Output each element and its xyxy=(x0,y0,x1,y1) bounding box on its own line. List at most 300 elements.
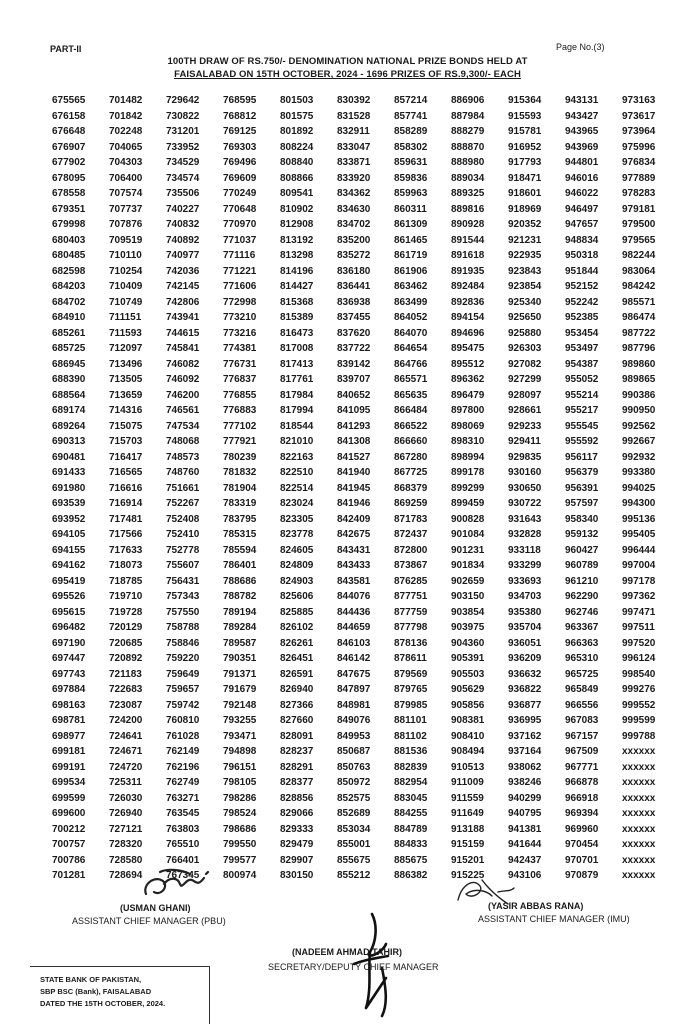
bond-number-cell: 757343 xyxy=(166,591,200,602)
bond-number-cell: 936632 xyxy=(508,668,542,680)
bond-number-cell: 697190 xyxy=(52,637,86,649)
bond-number-cell: 892836 xyxy=(451,296,485,308)
bond-number-cell: 710254 xyxy=(109,265,143,277)
bond-number-cell: 960427 xyxy=(565,544,599,556)
bond-number-cell: 955214 xyxy=(565,389,599,401)
bond-number-cell: 913188 xyxy=(451,823,485,835)
bond-number-cell: 987796 xyxy=(622,343,656,354)
bond-number-cell: 929835 xyxy=(508,451,542,463)
bond-number-cell: 996444 xyxy=(622,544,656,556)
bond-number-cell: 743941 xyxy=(166,312,200,323)
draw-title-line-2 xyxy=(0,69,695,80)
bond-number-cell: 701482 xyxy=(109,95,143,106)
bond-number-cell: 727121 xyxy=(109,823,143,835)
bond-number-cell: 839707 xyxy=(337,374,371,385)
bond-number-cell: 983064 xyxy=(622,265,656,277)
bond-number-cell: 725311 xyxy=(109,777,142,788)
bond-number-cell: 877751 xyxy=(394,591,428,602)
bond-number-cell: 831528 xyxy=(337,110,371,122)
bond-number-cell: 768595 xyxy=(223,95,257,106)
bond-number-cell: 839142 xyxy=(337,358,371,370)
bond-number-cell: 826940 xyxy=(280,684,314,695)
bond-number-cell: 953497 xyxy=(565,343,599,354)
bond-number-cell: 953454 xyxy=(565,327,599,339)
bond-number-cell: 769303 xyxy=(223,141,257,153)
bond-number-cell: 842675 xyxy=(337,529,371,540)
bond-number-cell: 936051 xyxy=(508,637,542,649)
bond-number-cell: 829066 xyxy=(280,808,314,819)
bond-number-cell: 858289 xyxy=(394,126,428,137)
bond-number-cell: 800974 xyxy=(223,870,257,881)
bond-number-cell: 985571 xyxy=(622,296,656,308)
bond-number-cell: 813298 xyxy=(280,250,314,261)
bond-number-cell: 761028 xyxy=(166,730,200,742)
bond-number-cell: 999276 xyxy=(622,684,656,695)
bond-number-cell: 999552 xyxy=(622,699,656,711)
bond-number-cell: 833047 xyxy=(337,141,371,153)
bond-number-cell: 863462 xyxy=(394,281,428,292)
bond-number-cell: 699181 xyxy=(52,746,86,757)
bond-number-cell: 925880 xyxy=(508,327,542,339)
bond-number-cell: 868379 xyxy=(394,482,428,494)
bond-number-cell: 781832 xyxy=(223,467,257,478)
bond-number-cell: 696482 xyxy=(52,622,86,633)
bond-number-cell: 997178 xyxy=(622,575,656,587)
bond-number-cell: 783319 xyxy=(223,498,257,509)
bond-number-cell: 828377 xyxy=(280,777,314,788)
bond-number-cell: 841946 xyxy=(337,498,371,509)
bond-number-cell: 693539 xyxy=(52,498,86,509)
bond-number-cell: 950318 xyxy=(565,250,599,261)
bond-number-cell: 676648 xyxy=(52,126,86,137)
bond-number-cell: 876285 xyxy=(394,575,428,587)
bond-number-cell: 872437 xyxy=(394,529,428,540)
bond-number-cell: 956379 xyxy=(565,467,599,478)
bond-number-cell: 978283 xyxy=(622,188,656,199)
bond-number-cell: 915159 xyxy=(451,839,485,850)
bond-number-cell: 898069 xyxy=(451,420,485,432)
footer-line-1: STATE BANK OF PAKISTAN, xyxy=(40,975,142,984)
bond-number-cell: 855212 xyxy=(337,870,371,881)
bond-number-cell: 686945 xyxy=(52,358,86,370)
bond-number-cell: 989860 xyxy=(622,358,656,370)
bond-number-cell: xxxxxx xyxy=(622,761,656,773)
bond-number-cell: 888279 xyxy=(451,126,485,137)
bond-number-cell: 920352 xyxy=(508,219,542,230)
bond-number-cell: 957597 xyxy=(565,498,599,509)
bond-number-cell: 698163 xyxy=(52,699,86,711)
bond-number-cell: 680485 xyxy=(52,250,86,261)
bond-number-cell: 881536 xyxy=(394,746,428,757)
bond-number-cell: 996124 xyxy=(622,653,656,664)
bond-number-cell: 760810 xyxy=(166,715,200,726)
bond-number-cell: 781904 xyxy=(223,482,257,494)
bond-number-cell: 990950 xyxy=(622,405,656,416)
bond-number-cell: 822510 xyxy=(280,467,314,478)
bond-number-cell: 840652 xyxy=(337,389,371,401)
bond-number-cell: 989865 xyxy=(622,374,656,385)
bond-number-cell: 835200 xyxy=(337,234,371,246)
bond-number-cell: 694155 xyxy=(52,544,86,556)
bond-number-cell: 963367 xyxy=(565,622,599,633)
bond-number-cell: 716417 xyxy=(109,451,143,463)
bond-number-cell: 878136 xyxy=(394,637,428,649)
bond-number-cell: 717566 xyxy=(109,529,143,540)
bond-number-cell: 716565 xyxy=(109,467,143,478)
bond-number-cell: 852689 xyxy=(337,808,371,819)
bond-number-cell: 746092 xyxy=(166,374,200,385)
bond-number-cell: 937164 xyxy=(508,746,542,757)
bond-number-cell: 742806 xyxy=(166,296,200,308)
bond-number-cell: 984242 xyxy=(622,281,656,292)
bond-number-cell: 992932 xyxy=(622,451,656,463)
bond-number-cell: 847897 xyxy=(337,684,371,695)
bond-number-cell: 728320 xyxy=(109,839,143,850)
bond-number-cell: 849076 xyxy=(337,715,371,726)
bond-number-cell: 867280 xyxy=(394,451,428,463)
bond-number-cell: 685261 xyxy=(52,327,86,339)
bond-number-cell: 745841 xyxy=(166,343,200,354)
bond-number-cell: 808840 xyxy=(280,157,314,168)
bond-number-cell: 915225 xyxy=(451,870,485,881)
bond-number-cell: 901231 xyxy=(451,544,485,556)
bond-number-cell: 952242 xyxy=(565,296,599,308)
bond-number-cell: 815368 xyxy=(280,296,314,308)
bond-number-cell: 940299 xyxy=(508,792,542,804)
bond-number-cell: 748068 xyxy=(166,436,200,447)
bond-number-cell: 719728 xyxy=(109,606,143,618)
bond-number-cell: 865635 xyxy=(394,389,428,401)
bond-number-cell: 936995 xyxy=(508,715,542,726)
bond-number-cell: 995136 xyxy=(622,513,656,525)
bond-number-cell: 918969 xyxy=(508,203,542,215)
bond-number-cell: 765510 xyxy=(166,839,200,850)
bond-number-cell: 769609 xyxy=(223,172,257,184)
bond-number-cell: 770648 xyxy=(223,203,257,215)
bond-number-cell: 716914 xyxy=(109,498,143,509)
footer-line-3: DATED THE 15TH OCTOBER, 2024. xyxy=(40,999,166,1008)
bond-number-cell: 894154 xyxy=(451,312,485,323)
bond-number-cell: 699534 xyxy=(52,777,86,788)
bond-number-cell: 835272 xyxy=(337,250,371,261)
bond-number-cell: 822514 xyxy=(280,482,314,494)
bond-number-cell: 928097 xyxy=(508,389,542,401)
bond-number-cell: 936822 xyxy=(508,684,542,695)
bond-number-cell: 826591 xyxy=(280,668,314,680)
bond-number-cell: 861465 xyxy=(394,234,428,246)
bond-number-cell: 841308 xyxy=(337,436,371,447)
bond-number-cell: 823305 xyxy=(280,513,314,525)
signatory-right-name: (YASIR ABBAS RANA) xyxy=(488,901,584,911)
bond-number-cell: 891544 xyxy=(451,234,485,246)
bond-number-cell: 823024 xyxy=(280,498,314,509)
bond-number-cell: 947657 xyxy=(565,219,599,230)
bond-number-cell: 998540 xyxy=(622,668,656,680)
bond-number-cell: 967157 xyxy=(565,730,599,742)
bond-number-cell: 717481 xyxy=(109,513,143,525)
bond-number-cell: 899459 xyxy=(451,498,485,509)
bond-number-cell: 965849 xyxy=(565,684,599,695)
bond-number-cell: 970701 xyxy=(565,854,599,866)
bond-number-cell: 759649 xyxy=(166,668,200,680)
bond-number-cell: 827660 xyxy=(280,715,314,726)
bond-number-cell: 859836 xyxy=(394,172,428,184)
bond-number-cell: 679351 xyxy=(52,203,86,215)
bond-number-cell: 771037 xyxy=(223,234,257,246)
bond-number-cell: 740227 xyxy=(166,203,200,215)
bond-number-cell: 992667 xyxy=(622,436,656,447)
bond-number-cell: 699191 xyxy=(52,761,86,773)
bond-number-cell: 841945 xyxy=(337,482,371,494)
bond-number-cell: 698977 xyxy=(52,730,86,742)
bond-number-cell: 999788 xyxy=(622,730,656,742)
bond-number-cell: 915201 xyxy=(451,854,485,866)
bond-number-cell: xxxxxx xyxy=(622,746,656,757)
bond-number-cell: 790351 xyxy=(223,653,257,664)
bond-number-cell: 717633 xyxy=(109,544,143,556)
bond-number-cell: 767345 xyxy=(166,870,200,881)
bond-number-cell: 898994 xyxy=(451,451,485,463)
bond-number-cell: 809541 xyxy=(280,188,314,199)
bond-number-cell: 763545 xyxy=(166,808,200,819)
bond-number-cell: 848981 xyxy=(337,699,371,711)
bond-number-cell: 834630 xyxy=(337,203,371,215)
bond-number-cell: 857741 xyxy=(394,110,428,122)
bond-number-cell: 814196 xyxy=(280,265,314,277)
bond-number-cell: 841527 xyxy=(337,451,371,463)
bond-number-cell: 993380 xyxy=(622,467,656,478)
bond-number-cell: 969960 xyxy=(565,823,599,835)
bond-number-cell: 684910 xyxy=(52,312,86,323)
bond-number-cell: 691433 xyxy=(52,467,86,478)
bond-number-cell: 944801 xyxy=(565,157,599,168)
bond-number-cell: 740892 xyxy=(166,234,200,246)
bond-number-cell: 884789 xyxy=(394,823,428,835)
bond-number-cell: 689174 xyxy=(52,405,86,416)
bond-number-cell: 946497 xyxy=(565,203,599,215)
bond-number-cell: 911649 xyxy=(451,808,484,819)
bond-number-cell: 846103 xyxy=(337,637,371,649)
bond-number-cell: 710110 xyxy=(109,250,142,261)
bond-number-cell: 817008 xyxy=(280,343,314,354)
bond-number-cell: 937162 xyxy=(508,730,542,742)
issuing-office-block xyxy=(40,974,165,1010)
bond-number-cell: 715075 xyxy=(109,420,143,432)
bond-number-cell: 867725 xyxy=(394,467,428,478)
bond-number-cell: 698781 xyxy=(52,715,86,726)
bond-number-cell: 752408 xyxy=(166,513,200,525)
bond-number-cell: 908410 xyxy=(451,730,485,742)
bond-number-cell: 852575 xyxy=(337,792,371,804)
bond-number-cell: 987722 xyxy=(622,327,656,339)
bond-number-cell: 836180 xyxy=(337,265,371,277)
bond-number-cell: 695615 xyxy=(52,606,86,618)
bond-number-cell: 889034 xyxy=(451,172,485,184)
bond-number-cell: 794898 xyxy=(223,746,257,757)
bond-number-cell: 850687 xyxy=(337,746,371,757)
bond-number-cell: 962290 xyxy=(565,591,599,602)
bond-number-cell: 773216 xyxy=(223,327,257,339)
bond-number-cell: 833920 xyxy=(337,172,371,184)
bond-number-cell: 896479 xyxy=(451,389,485,401)
bond-number-cell: 966363 xyxy=(565,637,599,649)
bond-number-cell: 808866 xyxy=(280,172,314,184)
bond-number-cell: 997004 xyxy=(622,560,656,571)
signatory-center-title: SECRETARY/DEPUTY CHIEF MANAGER xyxy=(268,962,439,972)
bond-number-cell: 842409 xyxy=(337,513,371,525)
bond-number-cell: 693952 xyxy=(52,513,86,525)
bond-number-cell: 859963 xyxy=(394,188,428,199)
bond-number-cell: 930722 xyxy=(508,498,542,509)
bond-number-cell: 990386 xyxy=(622,389,656,401)
bond-number-cell: 961210 xyxy=(565,575,599,587)
bond-number-cell: 707737 xyxy=(109,203,143,215)
bond-number-cell: 969394 xyxy=(565,808,599,819)
bond-number-cell: 822163 xyxy=(280,451,314,463)
bond-number-cell: 885675 xyxy=(394,854,428,866)
bond-number-cell: 927299 xyxy=(508,374,542,385)
bond-number-cell: 766401 xyxy=(166,854,200,866)
prize-bond-number-grid xyxy=(52,93,695,884)
bond-number-cell: 898310 xyxy=(451,436,485,447)
bond-number-cell: 940795 xyxy=(508,808,542,819)
bond-number-cell: 742036 xyxy=(166,265,200,277)
page-number: Page No.(3) xyxy=(556,42,605,52)
bond-number-cell: 954387 xyxy=(565,358,599,370)
bond-number-cell: 688564 xyxy=(52,389,86,401)
bond-number-cell: 758846 xyxy=(166,637,200,649)
bond-number-cell: 816473 xyxy=(280,327,314,339)
bond-number-cell: 894696 xyxy=(451,327,485,339)
bond-number-cell: 955217 xyxy=(565,405,599,416)
bond-number-cell: 833871 xyxy=(337,157,371,168)
bond-number-cell: 956117 xyxy=(565,451,598,463)
bond-number-cell: 789194 xyxy=(223,606,257,618)
bond-number-cell: 967771 xyxy=(565,761,599,773)
bond-number-cell: 948834 xyxy=(565,234,599,246)
footer-line-2: SBP BSC (Bank), FAISALABAD xyxy=(40,987,152,996)
bond-number-cell: 715703 xyxy=(109,436,143,447)
bond-number-cell: 986474 xyxy=(622,312,656,323)
bond-number-cell: 958340 xyxy=(565,513,599,525)
bond-number-cell: 994025 xyxy=(622,482,656,494)
bond-number-cell: 837620 xyxy=(337,327,371,339)
bond-number-cell: 801892 xyxy=(280,126,314,137)
bond-number-cell: 777102 xyxy=(223,420,257,432)
bond-number-cell: 941381 xyxy=(508,823,542,835)
bond-number-cell: 817761 xyxy=(280,374,314,385)
bond-number-cell: 796151 xyxy=(223,761,257,773)
bond-number-cell: 678558 xyxy=(52,188,86,199)
bond-number-cell: 997520 xyxy=(622,637,656,649)
bond-number-cell: 864052 xyxy=(394,312,428,323)
bond-number-cell: 829907 xyxy=(280,854,314,866)
bond-number-cell: 823778 xyxy=(280,529,314,540)
bond-number-cell: 977889 xyxy=(622,172,656,184)
bond-number-cell: 915781 xyxy=(508,126,542,137)
bond-number-cell: 713505 xyxy=(109,374,143,385)
bond-number-cell: 941644 xyxy=(508,839,542,850)
bond-number-cell: 684203 xyxy=(52,281,86,292)
bond-number-cell: 720892 xyxy=(109,653,143,664)
bond-number-cell: 866522 xyxy=(394,420,428,432)
bond-number-cell: 925650 xyxy=(508,312,542,323)
bond-number-cell: 688390 xyxy=(52,374,86,385)
bond-number-cell: 733952 xyxy=(166,141,200,153)
bond-number-cell: 859631 xyxy=(394,157,428,168)
bond-number-cell: 828291 xyxy=(280,761,314,773)
bond-number-cell: 943106 xyxy=(508,870,542,881)
bond-number-cell: 824809 xyxy=(280,560,314,571)
bond-number-cell: 704303 xyxy=(109,157,143,168)
bond-number-cell: 952385 xyxy=(565,312,599,323)
bond-number-cell: xxxxxx xyxy=(622,823,656,835)
bond-number-cell: 734574 xyxy=(166,172,200,184)
bond-number-cell: 768812 xyxy=(223,110,257,122)
bond-number-cell: 697447 xyxy=(52,653,86,664)
bond-number-cell: 824903 xyxy=(280,575,314,587)
bond-number-cell: 889816 xyxy=(451,203,485,215)
bond-number-cell: 771221 xyxy=(223,265,257,277)
bond-number-cell: 935704 xyxy=(508,622,542,633)
bond-number-cell: 855001 xyxy=(337,839,371,850)
bond-number-cell: 830150 xyxy=(280,870,314,881)
bond-number-cell: 746200 xyxy=(166,389,200,401)
bond-number-cell: xxxxxx xyxy=(622,777,656,788)
bond-number-cell: 903854 xyxy=(451,606,485,618)
bond-number-cell: 887984 xyxy=(451,110,485,122)
bond-number-cell: 843433 xyxy=(337,560,371,571)
bond-number-cell: 770970 xyxy=(223,219,257,230)
bond-number-cell: 813192 xyxy=(280,234,314,246)
bond-number-cell: 684702 xyxy=(52,296,86,308)
bond-number-cell: 997362 xyxy=(622,591,656,602)
bond-number-cell: 922935 xyxy=(508,250,542,261)
bond-number-cell: 728580 xyxy=(109,854,143,866)
bond-number-cell: 798524 xyxy=(223,808,257,819)
bond-number-cell: 905391 xyxy=(451,653,485,664)
bond-number-cell: 826261 xyxy=(280,637,314,649)
bond-number-cell: 771116 xyxy=(223,250,256,261)
bond-number-cell: 973964 xyxy=(622,126,656,137)
bond-number-cell: 769496 xyxy=(223,157,257,168)
bond-number-cell: 861906 xyxy=(394,265,428,277)
bond-number-cell: 690313 xyxy=(52,436,86,447)
bond-number-cell: 762149 xyxy=(166,746,200,757)
bond-number-cell: 676907 xyxy=(52,141,86,153)
bond-number-cell: 801503 xyxy=(280,95,314,106)
signatory-right-title: ASSISTANT CHIEF MANAGER (IMU) xyxy=(478,914,630,924)
bond-number-cell: 861719 xyxy=(394,250,428,261)
bond-number-cell: 789587 xyxy=(223,637,257,649)
bond-number-cell: 814427 xyxy=(280,281,314,292)
bond-number-cell: 719710 xyxy=(109,591,143,602)
bond-number-cell: 864654 xyxy=(394,343,428,354)
bond-number-cell: 759742 xyxy=(166,699,200,711)
bond-number-cell: 923854 xyxy=(508,281,542,292)
bond-number-cell: 718073 xyxy=(109,560,143,571)
bond-number-cell: 911009 xyxy=(451,777,484,788)
bond-number-cell: 728694 xyxy=(109,870,143,881)
bond-number-cell: 810902 xyxy=(280,203,314,215)
bond-number-cell: 860311 xyxy=(394,203,427,215)
bond-number-cell: 752267 xyxy=(166,498,200,509)
bond-number-cell: 752778 xyxy=(166,544,200,556)
bond-number-cell: 707876 xyxy=(109,219,143,230)
bond-number-cell: 930650 xyxy=(508,482,542,494)
bond-number-cell: 697884 xyxy=(52,684,86,695)
bond-number-cell: 966918 xyxy=(565,792,599,804)
